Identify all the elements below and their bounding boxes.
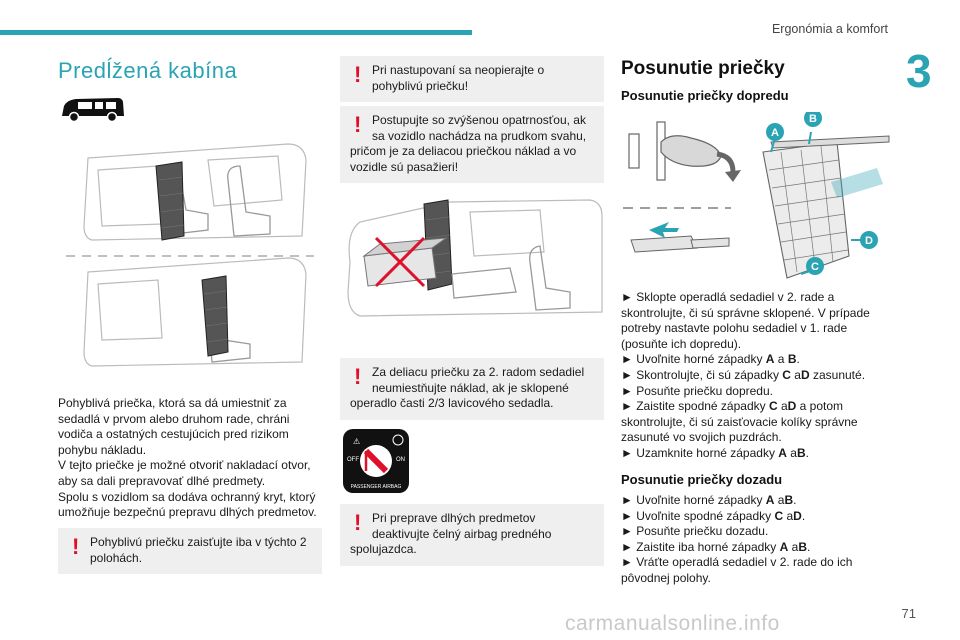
step-line	[621, 555, 891, 571]
column-right	[621, 52, 891, 585]
step-text: ► Skontrolujte, či sú západky	[621, 367, 783, 382]
step-text: a	[774, 352, 788, 367]
airbag-off-label: OFF	[347, 457, 359, 463]
partition-latch-illustration	[621, 112, 891, 294]
step-text: pôvodnej polohy.	[621, 570, 711, 585]
airbag-caption: PASSENGER AIRBAG	[350, 484, 402, 490]
warning-box	[340, 106, 604, 183]
latch-label-a: A	[771, 127, 779, 139]
step-line	[621, 384, 891, 400]
cargo-prohibited-illustration	[340, 192, 604, 352]
warning-text: Za deliacu priečku za 2. radom sedadiel	[372, 365, 585, 379]
chapter-title: Ergonómia a komfort	[771, 22, 888, 36]
step-line	[621, 415, 891, 431]
text-line: Spolu s vozidlom sa dodáva ochranný kryt, ktorý	[58, 489, 316, 504]
warning-text: pričom je za deliacou priečkou náklad a vo	[350, 144, 577, 159]
step-text: zasunuté vo svojich puzdrách.	[621, 430, 782, 445]
step-text: ► Sklopte operadlá sedadiel v 2. rade a	[621, 290, 835, 304]
step-emphasis: D	[800, 367, 810, 382]
step-text: ► Zaistite iba horné západky	[621, 539, 780, 554]
text-line: Pohyblivá priečka, ktorá sa dá umiestniť za	[58, 396, 287, 410]
step-text: ► Uvoľnite spodné západky	[621, 508, 775, 523]
latch-label-d: D	[865, 235, 873, 247]
warning-icon: !	[354, 62, 362, 87]
van-icon	[58, 94, 128, 124]
step-line	[621, 571, 891, 587]
step-emphasis: B	[784, 493, 794, 507]
step-line	[621, 290, 891, 306]
step-text: ► Uvoľnite horné západky	[621, 493, 766, 507]
step-emphasis: A	[765, 352, 775, 367]
text-line: sedadlá v prvom alebo druhom rade, chráni	[58, 411, 290, 426]
warning-text: sa vozidlo nachádza na prudkom svahu,	[372, 128, 587, 143]
step-text: a	[786, 445, 797, 460]
step-text: a	[774, 493, 785, 507]
subsection-heading-forward: Posunutie priečky dopredu	[621, 88, 789, 103]
step-line	[621, 352, 891, 368]
step-text: .	[805, 445, 809, 460]
step-emphasis: B	[787, 352, 797, 367]
airbag-on-label: ON	[396, 457, 405, 463]
warning-icon: !	[354, 510, 362, 535]
step-line	[621, 509, 891, 525]
steps-backward	[621, 493, 891, 587]
text-line: umožňuje bezpečnú prepravu dlhých predmetov.	[58, 505, 317, 520]
warning-box	[340, 358, 604, 420]
warning-icon: !	[72, 534, 80, 559]
step-line	[621, 321, 891, 337]
step-emphasis: B	[796, 445, 806, 460]
step-line	[621, 337, 891, 353]
step-emphasis: B	[798, 539, 807, 554]
step-text: a	[790, 367, 801, 382]
latch-label-b: B	[809, 113, 817, 125]
warning-text: deaktivujte čelný airbag predného	[372, 526, 552, 541]
step-line	[621, 368, 891, 384]
text-line: V tejto priečke je možné otvoriť nakladací otvor,	[58, 458, 311, 473]
warning-text: pohyblivú priečku!	[372, 78, 469, 93]
step-text: ► Posuňte priečku dozadu.	[621, 524, 769, 539]
step-emphasis: D	[787, 399, 797, 414]
warning-box	[340, 504, 604, 566]
step-text: .	[801, 508, 806, 523]
step-text: a potom	[796, 399, 844, 414]
watermark-text: carmanualsonline.info	[565, 612, 780, 635]
step-text: ► Zaistite spodné západky	[621, 399, 769, 414]
warning-text: Pohyblivú priečku zaisťujte iba v týchto 2	[90, 535, 307, 549]
step-text: ► Uvoľnite horné západky	[621, 352, 766, 367]
step-line	[621, 524, 891, 540]
step-line	[621, 399, 891, 415]
passenger-airbag-off-icon	[342, 428, 410, 494]
step-emphasis: C	[774, 508, 784, 523]
warning-text: Pri nastupovaní sa neopierajte o	[372, 63, 545, 77]
step-text: skontrolujte, či sú správne sklopené. V prípade	[621, 305, 870, 320]
page-number: 71	[901, 606, 916, 621]
step-text: skontrolujte, či sú zaisťovacie kolíky správne	[621, 414, 858, 429]
step-line	[621, 446, 891, 462]
warning-text: Postupujte so zvýšenou opatrnosťou, ak	[372, 113, 586, 127]
step-text: ► Uzamknite horné západky	[621, 445, 779, 460]
step-line	[621, 306, 891, 322]
latch-label-c: C	[811, 261, 819, 273]
step-text: ► Vráťte operadlá sedadiel v 2. rade do ich	[621, 555, 853, 570]
description-paragraph	[58, 396, 322, 521]
text-line: vodiča a ostatných cestujúcich pred rizikom	[58, 427, 289, 442]
step-text: a	[783, 508, 794, 523]
partition-positions-illustration	[58, 130, 322, 380]
step-text: .	[806, 539, 811, 554]
steps-forward	[621, 290, 891, 462]
step-emphasis: A	[765, 493, 775, 507]
step-emphasis: A	[778, 445, 787, 460]
warning-box	[58, 528, 322, 574]
step-text: .	[796, 352, 800, 367]
svg-text:⚠: ⚠	[353, 437, 361, 446]
text-line: aby sa dali prepravovať dlhé predmety.	[58, 473, 266, 488]
step-line	[621, 540, 891, 556]
warning-text: neumiestňujte náklad, ak je sklopené	[372, 380, 569, 395]
step-text: zasunuté.	[809, 367, 866, 382]
step-text: a	[777, 399, 788, 414]
column-left	[58, 52, 322, 565]
step-emphasis: A	[779, 539, 789, 554]
warning-icon: !	[354, 364, 362, 389]
step-emphasis: D	[793, 508, 802, 523]
step-text: potreby nastavte polohu sedadiel v 1. rade	[621, 321, 848, 336]
header-accent-bar	[0, 30, 472, 35]
step-text: a	[788, 539, 799, 554]
warning-icon: !	[354, 112, 362, 137]
section-heading: Posunutie priečky	[621, 58, 785, 79]
warning-text: polohách.	[90, 550, 143, 565]
text-line: pohybu nákladu.	[58, 442, 147, 457]
step-line	[621, 493, 891, 509]
step-emphasis: C	[768, 399, 778, 414]
step-text: (posuňte ich dopredu).	[621, 336, 742, 351]
chapter-number: 3	[906, 45, 932, 97]
warning-text: spolujazdca.	[350, 542, 417, 557]
warning-box	[340, 56, 604, 102]
warning-text: vozidle sú pasažieri!	[350, 159, 459, 174]
subsection-heading-backward: Posunutie priečky dozadu	[621, 472, 783, 487]
step-text: .	[793, 493, 797, 507]
warning-text: Pri preprave dlhých predmetov	[372, 511, 536, 525]
step-emphasis: C	[782, 367, 791, 382]
step-text: ► Posuňte priečku dopredu.	[621, 383, 773, 398]
section-title: Predĺžená kabína	[58, 58, 238, 83]
step-line	[621, 430, 891, 446]
warning-text: operadlo časti 2/3 lavicového sedadla.	[350, 396, 554, 411]
